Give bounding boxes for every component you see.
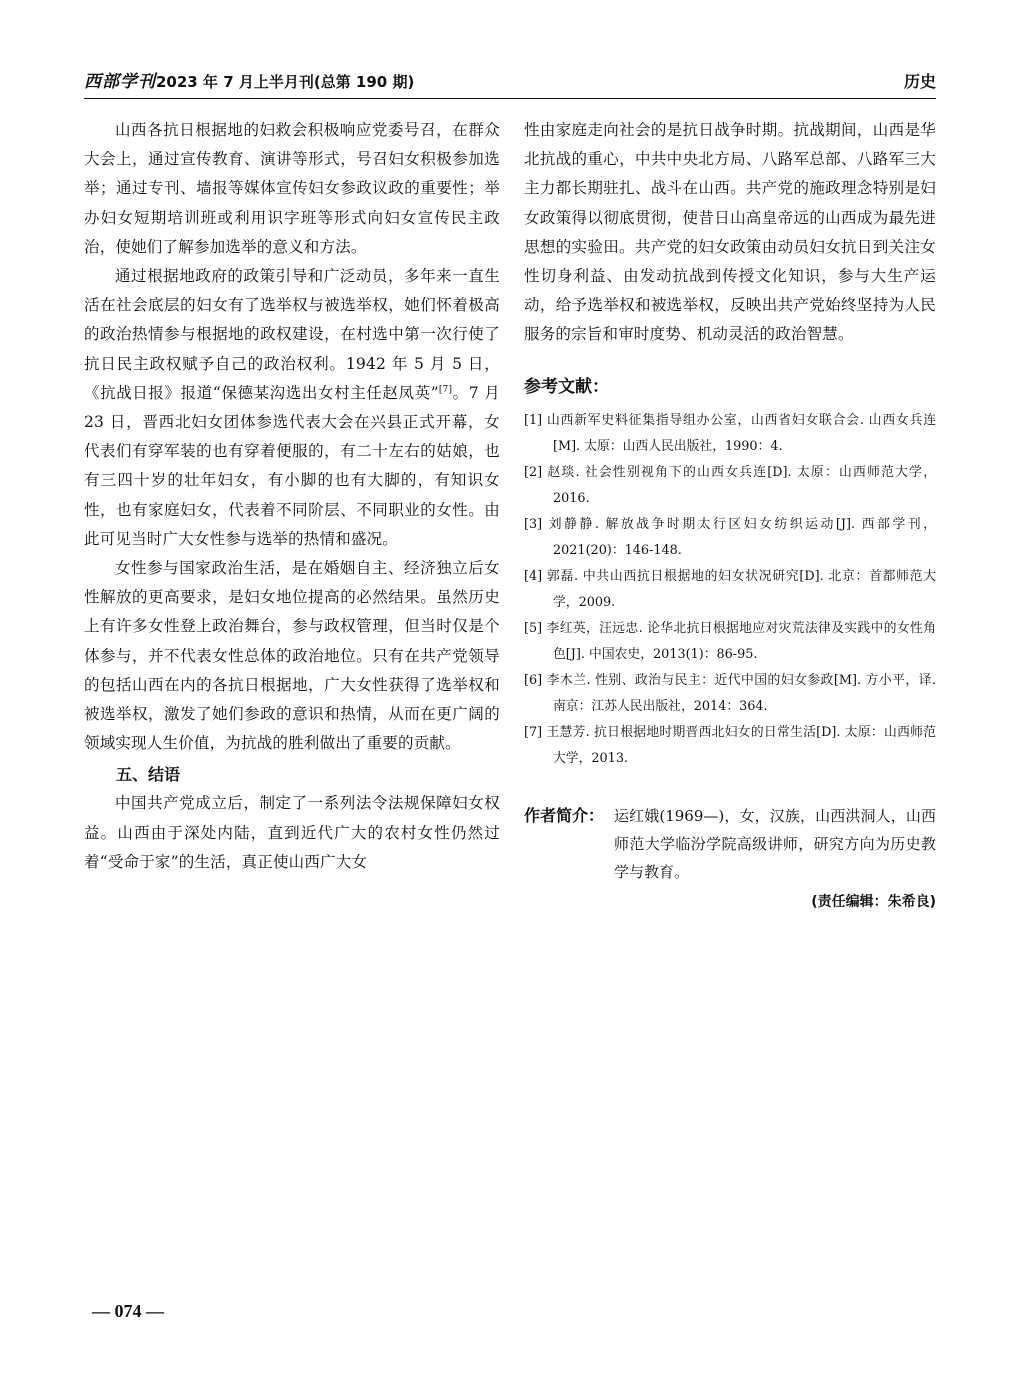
journal-logo: 西部学刊: [84, 72, 156, 92]
paragraph-text: 。7 月 23 日，晋西北妇女团体参选代表大会在兴县正式开幕，女代表们有穿军装的也有穿着便服的，有二十左右的姑娘，也有三四十岁的壮年妇女，有小脚的也有大脚的，有知识女性，也有家庭妇女，代表着不同阶层、不同职业的女性。由此可见当时广大女性参与选举的热情和盛况。: [84, 383, 501, 548]
body-paragraph: 性由家庭走向社会的是抗日战争时期。抗战期间，山西是华北抗战的重心，中共中央北方局、八路军总部、八路军三大主力都长期驻扎、战斗在山西。共产党的施政理念特别是妇女政策得以彻底贯彻，使昔日山高皇帝远的山西成为最先进思想的实验田。共产党的妇女政策由动员妇女抗日到关注女性切身利益、由发动抗战到传授文化知识，参与大生产运动，给予选举权和被选举权，反映出共产党始终坚持为人民服务的宗旨和审时度势、机动灵活的政治智慧。: [524, 121, 936, 344]
header-journal-issue: [84, 70, 414, 94]
references-list: [524, 408, 936, 772]
paragraph-text: 通过根据地政府的政策引导和广泛动员，多年来一直生活在社会底层的妇女有了选举权与被选举权，她们怀着极高的政治热情参与根据地的政权建设，在村选中第一次行使了抗日民主政权赋予自己的政治权利。1942 年 5 月 5 日，《抗战日报》报道“保德某沟选出女村主任赵凤英”: [84, 267, 500, 402]
issue-info: 2023 年 7 月上半月刊(总第 190 期): [156, 73, 415, 91]
body-paragraph: 中国共产党成立后，制定了一系列法令法规保障妇女权益。山西由于深处内陆，直到近代广大的农村女性仍然过着“受命于家”的生活，真正使山西广大女: [84, 794, 500, 871]
responsible-editor: (责任编辑：朱希良): [811, 893, 936, 910]
page-number: — 074 —: [92, 1301, 164, 1321]
body-paragraph: [84, 262, 500, 554]
body-paragraph: 山西各抗日根据地的妇救会积极响应党委号召，在群众大会上，通过宣传教育、演讲等形式，号召妇女积极参加选举；通过专刊、墙报等媒体宣传妇女参政议政的重要性；举办妇女短期培训班或利用识字班等形式向妇女宣传民主政治，使她们了解参加选举的意义和方法。: [84, 121, 500, 256]
reference-item: [4] 郭磊. 中共山西抗日根据地的妇女状况研究[D]. 北京：首都师范大学，2009.: [524, 568, 936, 610]
reference-item: [2] 赵琰. 社会性别视角下的山西女兵连[D]. 太原：山西师范大学，2016.: [524, 464, 936, 506]
references-title: 参考文献：: [524, 376, 609, 397]
running-header: [84, 70, 936, 98]
author-info: [524, 802, 936, 886]
left-column: [84, 116, 500, 877]
right-column: [524, 116, 936, 916]
reference-item: [3] 刘静静. 解放战争时期太行区妇女纺织运动[J]. 西部学刊，2021(20)：146-148.: [524, 516, 936, 558]
reference-item: [1] 山西新军史料征集指导组办公室，山西省妇女联合会. 山西女兵连[M]. 太原：山西人民出版社，1990：4.: [524, 412, 936, 454]
section-name: 历史: [903, 72, 936, 91]
author-label: 作者简介：: [524, 805, 605, 825]
author-bio: 运红娥(1969—)，女，汉族，山西洪洞人，山西师范大学临汾学院高级讲师，研究方向为历史教学与教育。: [614, 806, 936, 881]
section-heading: 五、结语: [116, 765, 181, 785]
reference-item: [5] 李红英，汪远忠. 论华北抗日根据地应对灾荒法律及实践中的女性角色[J]. 中国农史，2013(1)：86-95.: [524, 620, 936, 662]
body-paragraph: 女性参与国家政治生活，是在婚姻自主、经济独立后女性解放的更高要求，是妇女地位提高的必然结果。虽然历史上有许多女性登上政治舞台，参与政权管理，但当时仅是个体参与，并不代表女性总体的政治地位。只有在共产党领导的包括山西在内的各抗日根据地，广大女性获得了选举权和被选举权，激发了她们参政的意识和热情，从而在更广阔的领域实现人生价值，为抗战的胜利做出了重要的贡献。: [84, 559, 500, 753]
reference-item: [6] 李木兰. 性别、政治与民主：近代中国的妇女参政[M]. 方小平，译. 南京：江苏人民出版社，2014：364.: [524, 672, 936, 714]
reference-item: [7] 王慧芳. 抗日根据地时期晋西北妇女的日常生活[D]. 太原：山西师范大学，2013.: [524, 724, 936, 766]
citation-marker: [7]: [438, 384, 453, 395]
header-rule: [84, 98, 936, 99]
